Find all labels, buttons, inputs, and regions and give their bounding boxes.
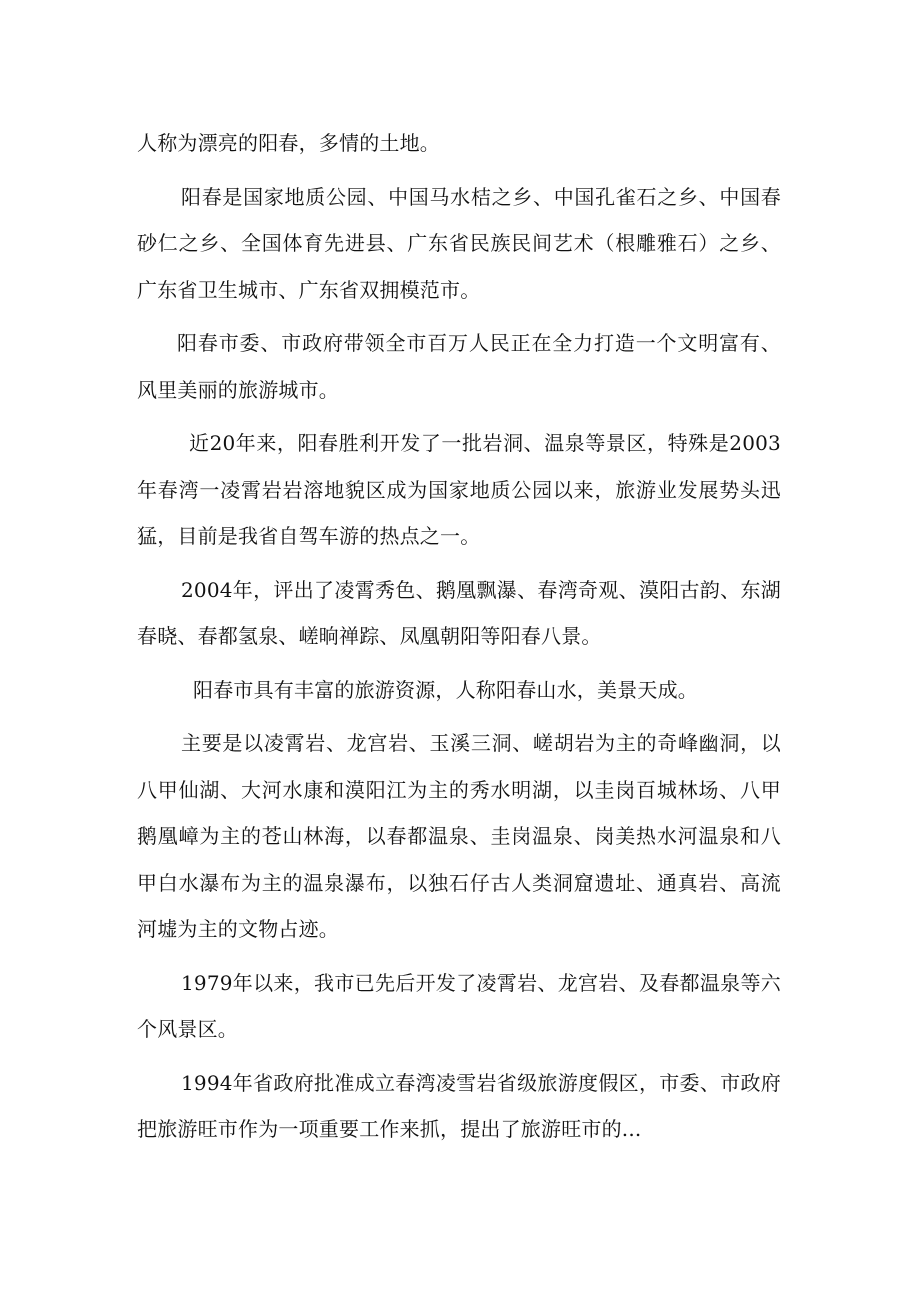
paragraph-3: 阳春市委、市政府带领全市百万人民正在全力打造一个文明富有、风里美丽的旅游城市。	[137, 331, 781, 402]
paragraph-1: 人称为漂亮的阳春，多情的土地。	[137, 131, 440, 155]
paragraph-6: 阳春市具有丰富的旅游资源，人称阳春山水，美景天成。	[193, 677, 698, 702]
paragraph-7: 主要是以凌霄岩、龙宫岩、玉溪三洞、嵯胡岩为主的奇峰幽洞，以八甲仙湖、大河水康和漠阳江为主的秀水明湖，以圭岗百城林场、八甲鹅凰嶂为主的苍山林海，以春都温泉、圭岗温泉、岗美热水河温泉和八甲白水瀑布为主的温泉瀑布，以独石仔古人类洞窟遗址、通真岩、高流河墟为主的文物占迹。	[137, 731, 781, 941]
document-body	[137, 120, 781, 1153]
paragraph-8: 1979年以来，我市已先后开发了凌霄岩、龙宫岩、及春都温泉等六个风景区。	[137, 970, 781, 1041]
paragraph-5: 2004年，评出了凌霄秀色、鹅凰飘瀑、春湾奇观、漠阳古韵、东湖春晓、春都氢泉、嵯晌禅踪、凤凰朝阳等阳春八景。	[137, 577, 781, 648]
paragraph-9: 1994年省政府批准成立春湾凌雪岩省级旅游度假区，市委、市政府把旅游旺市作为一项重要工作来抓，提出了旅游旺市的...	[137, 1070, 781, 1141]
paragraph-2: 阳春是国家地质公园、中国马水桔之乡、中国孔雀石之乡、中国春砂仁之乡、全国体育先进县、广东省民族民间艺术（根雕雅石）之乡、广东省卫生城市、广东省双拥模范市。	[137, 184, 781, 302]
paragraph-4: 近20年来，阳春胜利开发了一批岩洞、温泉等景区，特殊是2003年春湾一凌霄岩岩溶地貌区成为国家地质公园以来，旅游业发展势头迅猛，目前是我省自驾车游的热点之一。	[137, 431, 781, 548]
